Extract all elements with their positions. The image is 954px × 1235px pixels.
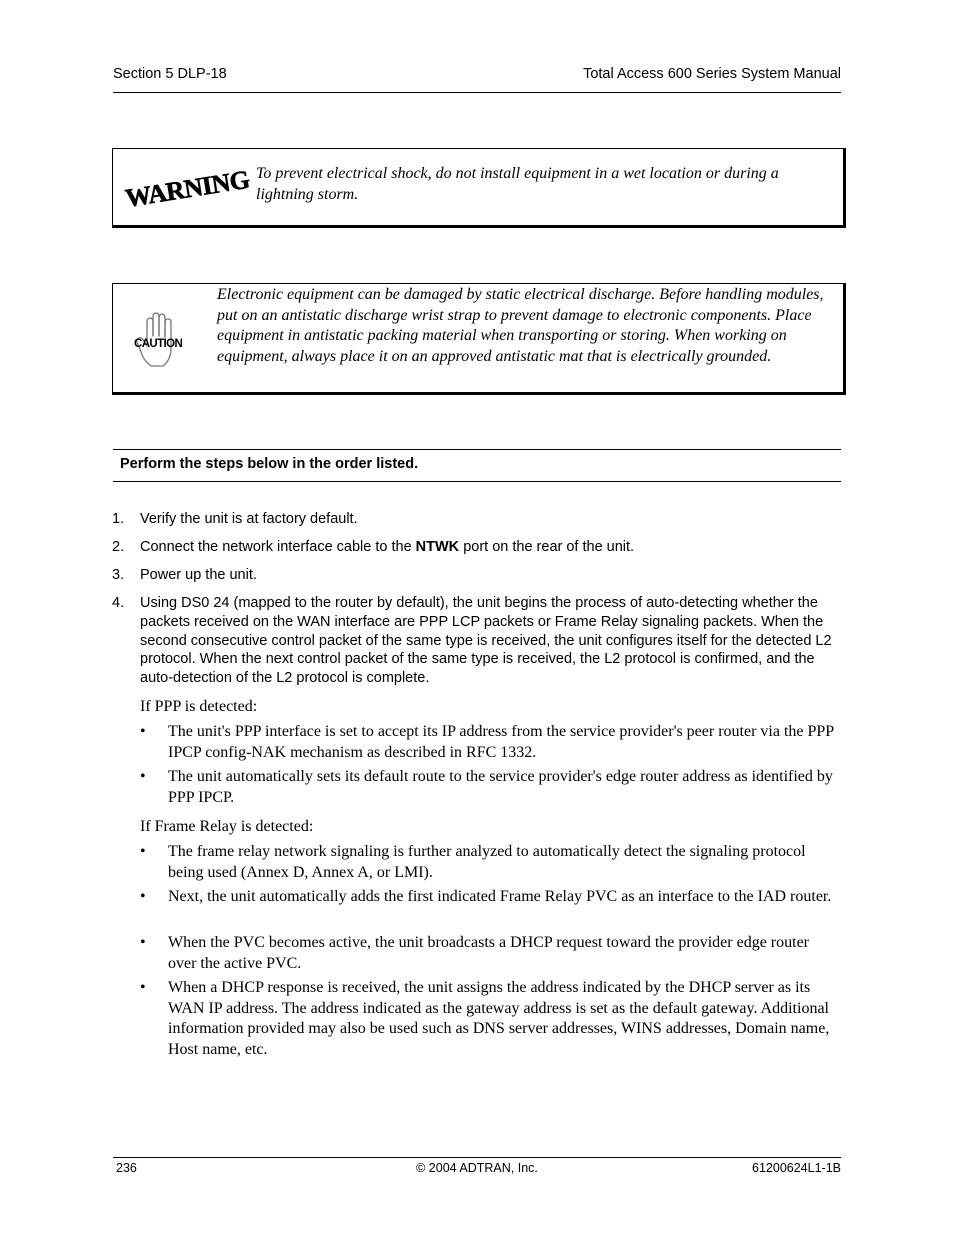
bullet-text: The frame relay network signaling is further analyzed to automatically detect the signaling protocol being used (Annex D, Annex A, or LMI).	[168, 843, 806, 881]
bullet-text: The unit's PPP interface is set to accept its IP address from the service provider's peer router via the PPP IPCP config-NAK mechanism as described in RFC 1332.	[168, 723, 834, 761]
svg-text:CAUTION: CAUTION	[134, 338, 183, 350]
warning-icon	[123, 164, 252, 215]
header-section-label: Section 5 DLP-18	[113, 66, 227, 82]
step-text: Using DS0 24 (mapped to the router by default), the unit begins the process of auto-detecting whether the packets received on the WAN interface are PPP LCP packets or Frame Relay signaling packets. When the second consecutive control packet of the same type is received, the unit configures itself for the detected L2 protocol. When the next control packet of the same type is received, the L2 protocol is confirmed, and the auto-detection of the L2 protocol is complete.	[140, 595, 832, 687]
caution-notice	[112, 283, 846, 395]
procedure-heading: Perform the steps below in the order listed.	[120, 456, 419, 472]
footer-copyright: © 2004 ADTRAN, Inc.	[416, 1161, 538, 1175]
caution-hand-icon	[133, 312, 185, 370]
procedure-rule-top	[113, 449, 841, 450]
bullet-text: Next, the unit automatically adds the first indicated Frame Relay PVC as an interface to the IAD router.	[168, 888, 832, 905]
bullet-icon: •	[140, 843, 146, 860]
step-number: 3.	[112, 567, 125, 583]
caution-text: Electronic equipment can be damaged by static electrical discharge. Before handling modules, put on an antistatic discharge wrist strap to prevent damage to electronic components. Place equipment in antistatic packing material when transporting or storing. When working on equipment, always place it on an approved antistatic mat that is electrically grounded.	[217, 286, 824, 365]
step-text-part: Connect the network interface cable to the	[140, 539, 416, 555]
header-divider	[113, 92, 841, 93]
bullet-icon: •	[140, 979, 146, 996]
page-number: 236	[116, 1161, 137, 1175]
step-text: Verify the unit is at factory default.	[140, 511, 358, 527]
step-number: 1.	[112, 511, 125, 527]
bullet-text: When the PVC becomes active, the unit broadcasts a DHCP request toward the provider edge router over the active PVC.	[168, 934, 809, 972]
bullet-text: When a DHCP response is received, the unit assigns the address indicated by the DHCP server as its WAN IP address. The address indicated as the gateway address is set as the default gateway. Additional information provided may also be used such as DNS server addresses, WINS addresses, Domain name, Host name, etc.	[168, 979, 830, 1058]
step-text: Power up the unit.	[140, 567, 257, 583]
procedure-rule-bottom	[113, 481, 841, 482]
bullet-icon: •	[140, 934, 146, 951]
step-text-part: port on the rear of the unit.	[459, 539, 635, 555]
footer-divider	[113, 1157, 841, 1158]
bullet-text: The unit automatically sets its default route to the service provider's edge router address as identified by PPP IPCP.	[168, 768, 833, 806]
step-text	[140, 538, 842, 557]
ntwk-port-label: NTWK	[415, 539, 460, 555]
step-number: 2.	[112, 539, 125, 555]
frame-relay-intro: If Frame Relay is detected:	[140, 818, 314, 835]
ppp-intro: If PPP is detected:	[140, 698, 258, 715]
warning-notice	[112, 148, 846, 228]
bullet-icon: •	[140, 723, 146, 740]
bullet-icon: •	[140, 888, 146, 905]
warning-text: To prevent electrical shock, do not install equipment in a wet location or during a lightning storm.	[256, 165, 779, 203]
bullet-icon: •	[140, 768, 146, 785]
step-number: 4.	[112, 595, 125, 611]
svg-text:WARNING: WARNING	[123, 164, 252, 213]
footer-doc-number: 61200624L1-1B	[752, 1161, 841, 1175]
header-manual-title: Total Access 600 Series System Manual	[583, 66, 841, 82]
